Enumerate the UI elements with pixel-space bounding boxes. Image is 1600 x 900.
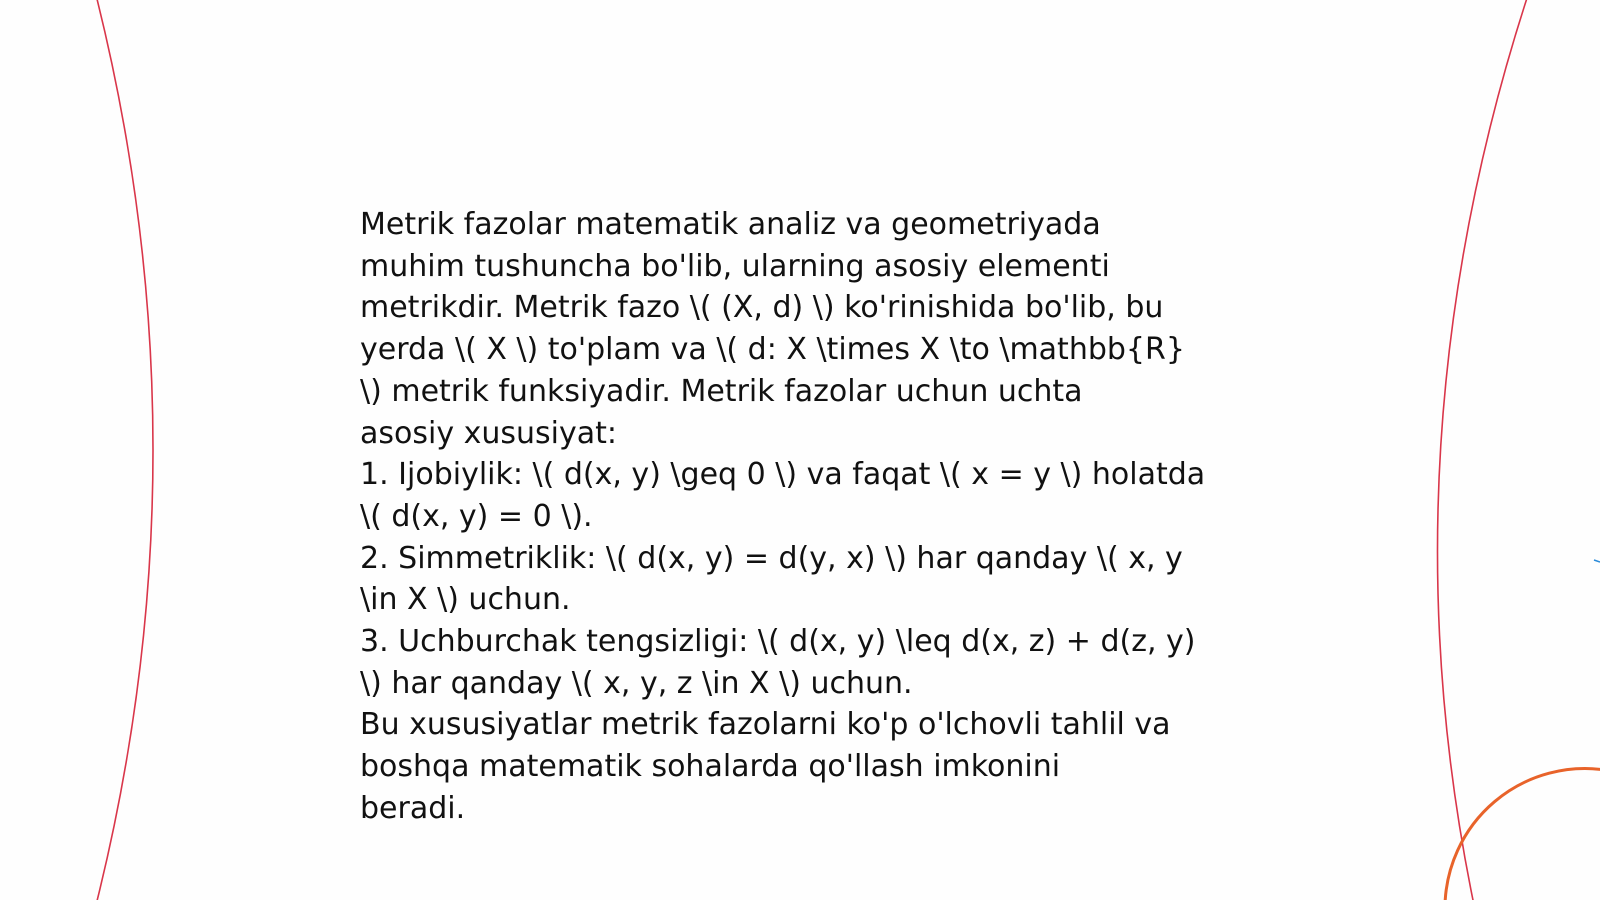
- text-line: asosiy xususiyat:: [360, 415, 618, 451]
- text-line: \( d(x, y) = 0 \).: [360, 498, 593, 534]
- text-line: metrikdir. Metrik fazo \( (X, d) \) ko'rinishida bo'lib, bu: [360, 290, 1164, 326]
- text-line: Metrik fazolar matematik analiz va geometriyada: [360, 207, 1101, 242]
- text-line: beradi.: [360, 790, 466, 826]
- accent-circle-arc: [1445, 769, 1600, 900]
- text-line: \) metrik funksiyadir. Metrik fazolar uchun uchta: [360, 373, 1083, 409]
- text-line: yerda \( X \) to'plam va \( d: X \times X \to \mathbb{R}: [360, 332, 1185, 368]
- right-curve: [1437, 0, 1528, 900]
- text-line: \in X \) uchun.: [360, 582, 571, 618]
- right-edge-mark: [1594, 560, 1600, 562]
- list-item-symmetry: 2. Simmetriklik: \( d(x, y) = d(y, x) \) har qanday \( x, y: [360, 540, 1183, 576]
- left-curve: [96, 0, 153, 900]
- list-item-positivity: 1. Ijobiylik: \( d(x, y) \geq 0 \) va faqat \( x = y \) holatda: [360, 457, 1206, 493]
- body-paragraph: [360, 204, 1260, 830]
- text-line: muhim tushuncha bo'lib, ularning asosiy elementi: [360, 248, 1110, 284]
- list-item-triangle-inequality: 3. Uchburchak tengsizligi: \( d(x, y) \leq d(x, z) + d(z, y): [360, 624, 1196, 660]
- text-line: \) har qanday \( x, y, z \in X \) uchun.: [360, 665, 913, 701]
- text-line: boshqa matematik sohalarda qo'llash imkonini: [360, 749, 1061, 785]
- text-line: Bu xususiyatlar metrik fazolarni ko'p o'lchovli tahlil va: [360, 707, 1171, 743]
